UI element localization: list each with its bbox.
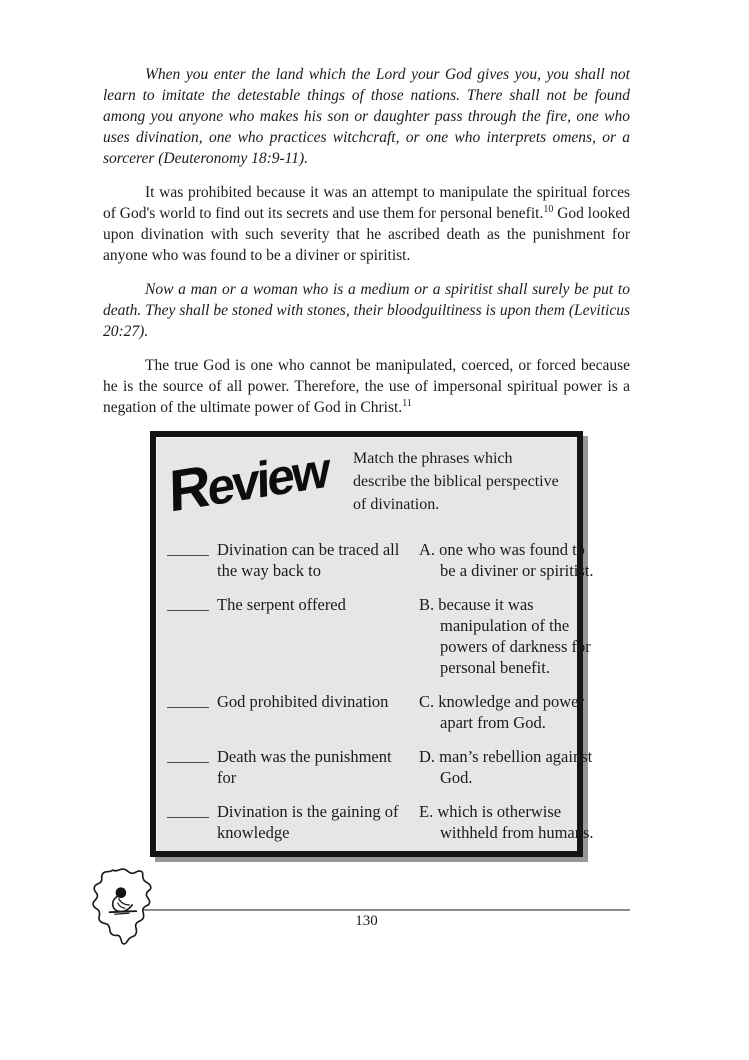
match-answer-letter: D. [419,747,436,766]
match-answer [419,594,597,678]
review-instructions [353,447,569,516]
page-content [103,64,630,857]
match-answer [419,691,597,733]
match-answer-letter: B. [419,595,435,614]
page-number: 130 [355,913,378,929]
footnote-ref-11: 11 [402,398,412,409]
answer-blank [167,594,209,611]
match-answer-text: knowledge and power apart from God. [438,692,584,732]
match-answer-letter: A. [419,540,436,559]
answer-blank [167,539,209,556]
review-instructions-line: of divination. [353,496,440,513]
match-row [167,539,594,581]
review-title: Review [168,441,328,525]
match-phrase: Divination can be traced all the way back to [217,540,400,580]
match-answer-letter: E. [419,802,434,821]
match-row [167,746,593,788]
review-instructions-line: Match the phrases which [353,450,513,467]
match-answer [419,746,597,788]
paragraph-true-god [103,355,630,418]
answer-blank [167,801,209,818]
match-answer [419,539,597,581]
paragraph-prohibition-text-2: God looked upon divination with such severity that he ascribed death as the punishment for anyone who was found to be a diviner or spiritist. [103,205,630,264]
match-row [167,691,584,733]
paragraph-prohibition-text-1: It was prohibited because it was an attempt to manipulate the spiritual forces of God's world to find out its secrets and use them for personal benefit. [103,184,630,222]
answer-blank [167,746,209,763]
match-answer-text: because it was manipulation of the powers of darkness for personal benefit. [438,595,591,677]
match-phrase: The serpent offered [217,595,346,614]
review-box [150,431,594,857]
africa-map-logo-icon [86,866,164,946]
paragraph-prohibition [103,182,630,266]
match-phrase: Death was the punishment for [217,747,392,787]
scripture-quote-leviticus: Now a man or a woman who is a medium or a spiritist shall surely be put to death. They shall be stoned with stones, their bloodguiltiness is upon them (Leviticus 20:27). [103,281,630,340]
match-answer-letter: C. [419,692,435,711]
footer-rule [125,909,630,911]
paragraph-true-god-text: The true God is one who cannot be manipulated, coerced, or forced because he is the source of all power. Therefore, the use of impersonal spiritual power is a negation of the ultimate power of God in Christ. [103,357,630,416]
match-phrase: God prohibited divination [217,692,389,711]
match-answer [419,801,597,843]
match-answer-text: man’s rebellion against God. [439,747,593,787]
review-instructions-line: describe the biblical perspective [353,473,559,490]
match-row [167,594,591,678]
match-phrase: Divination is the gaining of knowledge [217,802,399,842]
scripture-quote-deuteronomy: When you enter the land which the Lord your God gives you, you shall not learn to imitate the detestable things of those nations. There shall not be found among you anyone who makes his son or daughter pass through the fire, one who uses divination, one who practices witchcraft, or one who interprets omens, or a sorcerer (Deuteronomy 18:9-11). [103,66,630,167]
match-answer-text: one who was found to be a diviner or spiritist. [439,540,594,580]
match-answer-text: which is otherwise withheld from humans. [437,802,594,842]
match-row [167,801,594,843]
footnote-ref-10: 10 [543,204,554,215]
review-header [167,441,569,529]
answer-blank [167,691,209,708]
